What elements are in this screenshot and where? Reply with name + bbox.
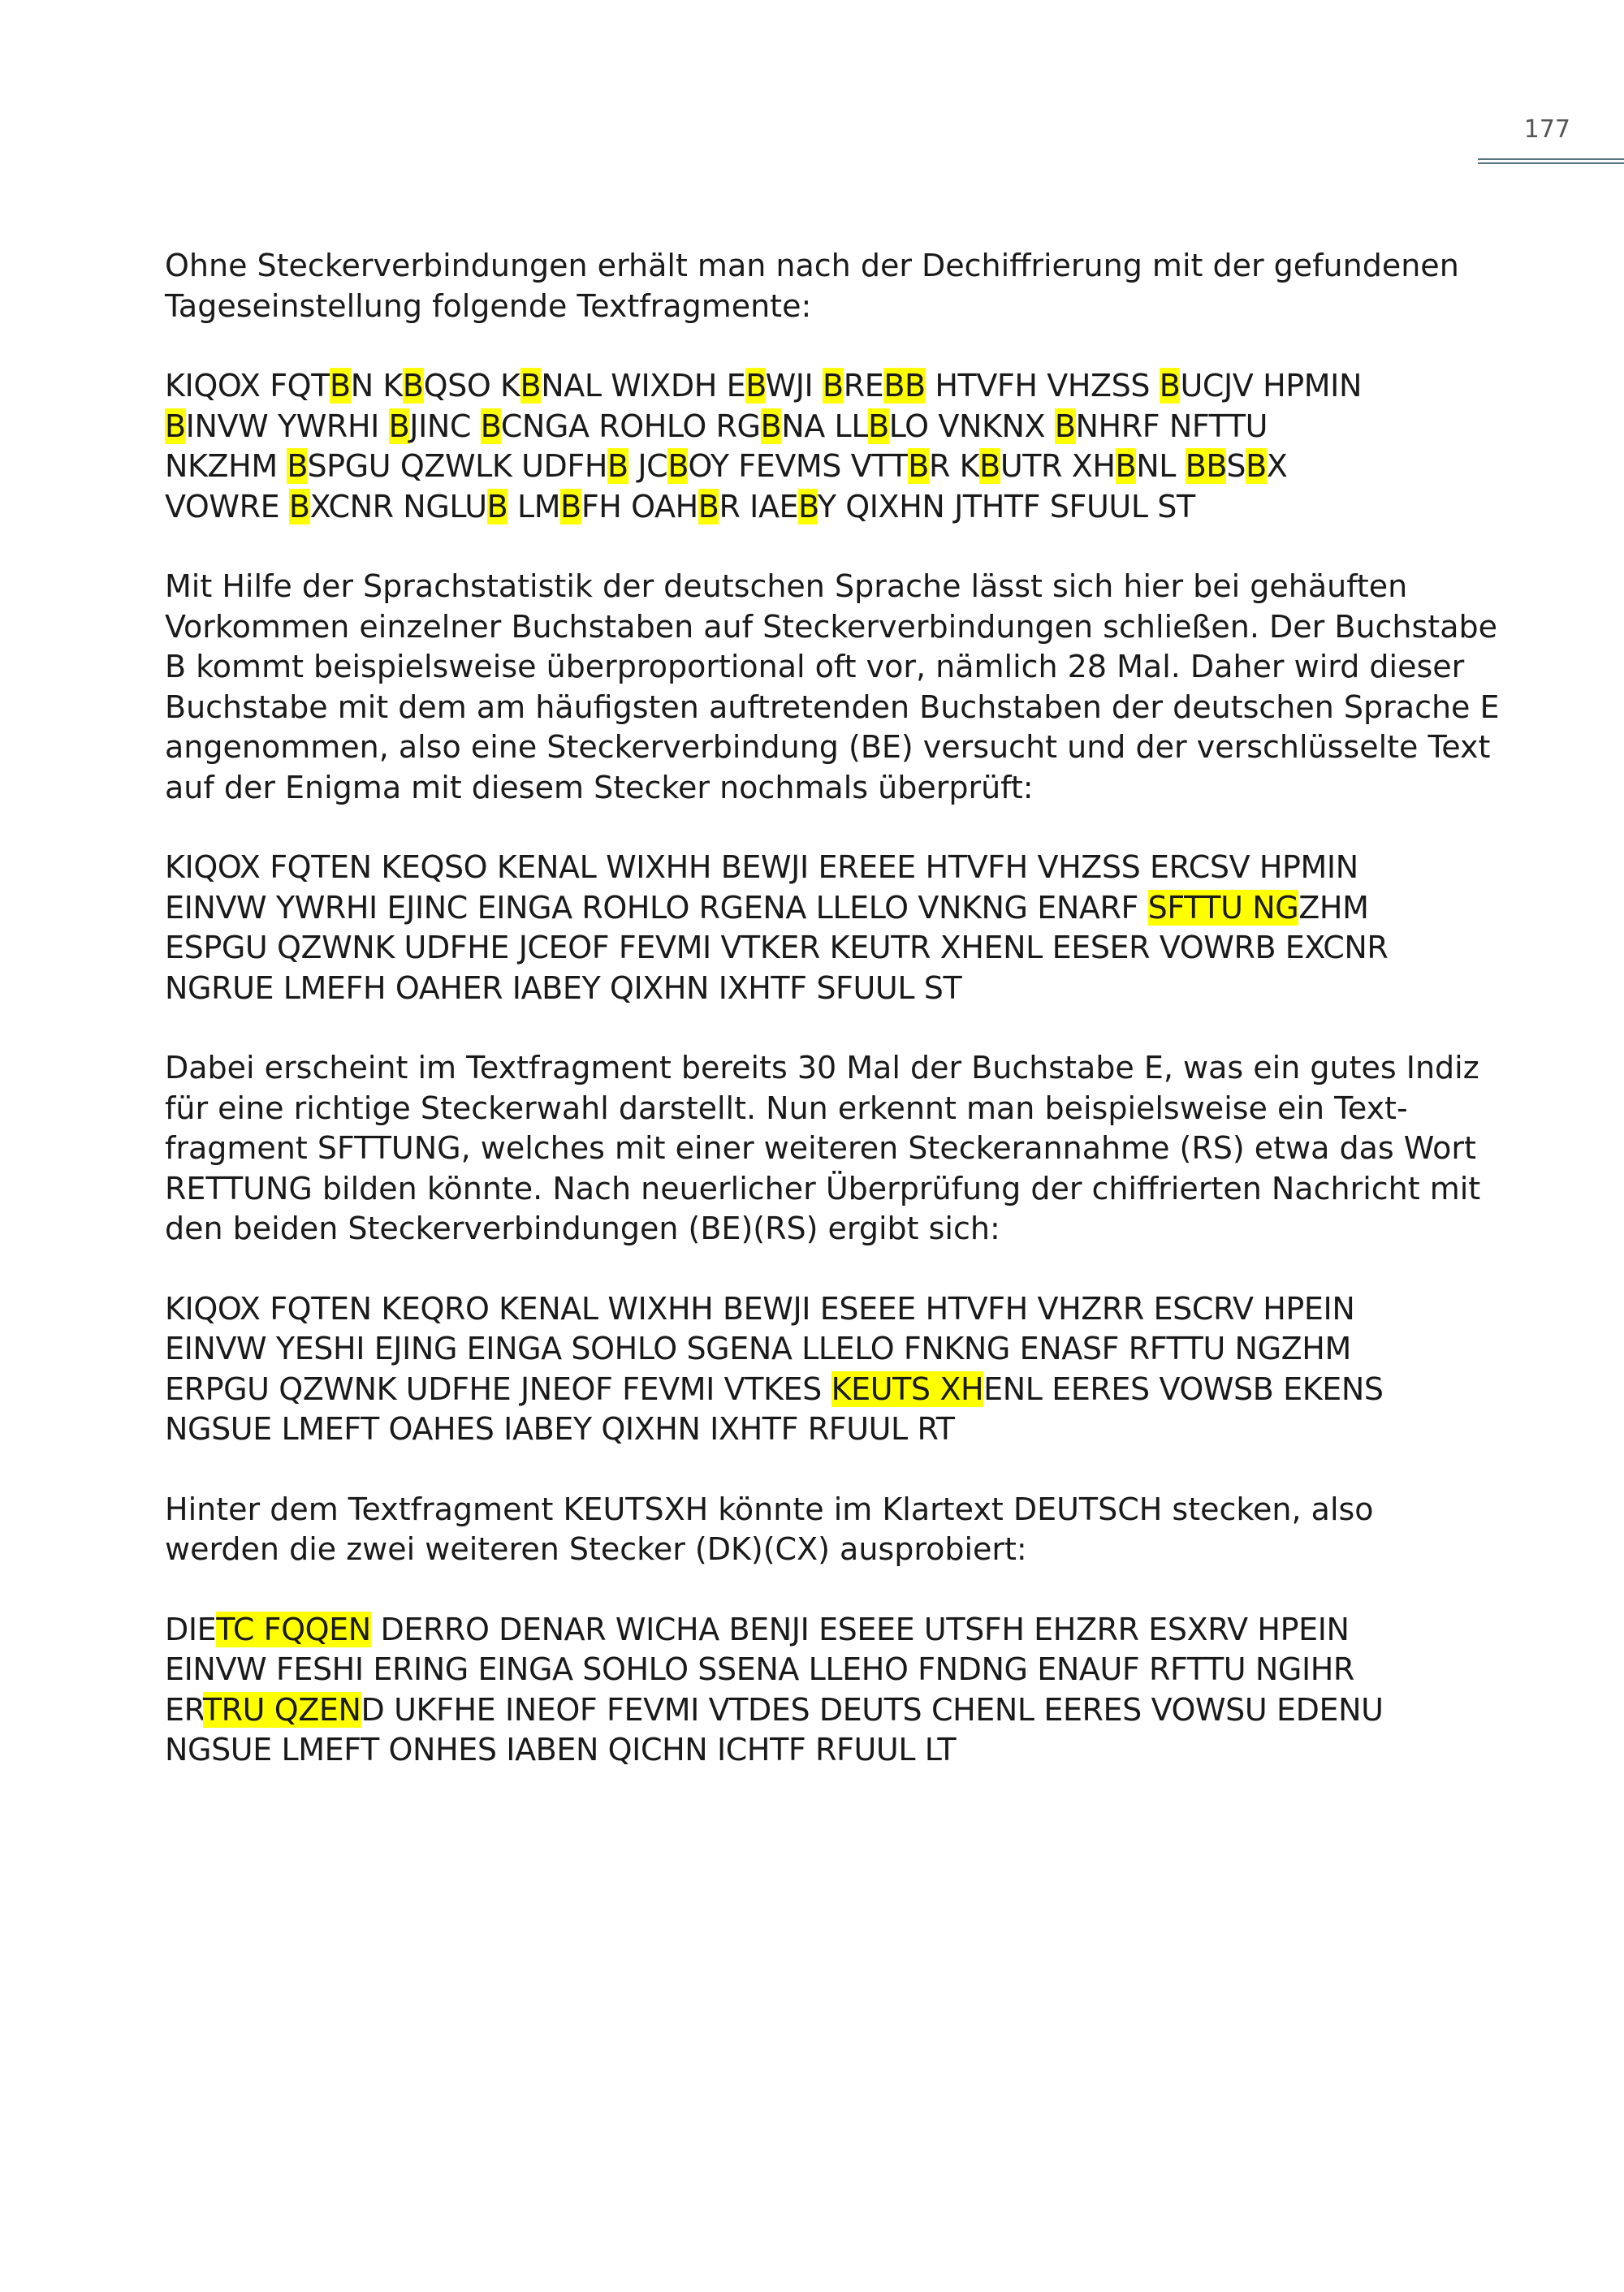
highlighted-fragment: B — [388, 408, 410, 444]
text-segment: NGSUE LMEFT OAHES IABEY QIXHN IXHTF RFUUL RT — [165, 1411, 955, 1447]
text-segment: angenommen, also eine Steckerverbindung (BE) versucht und der verschlüsselte Text — [165, 729, 1491, 765]
highlighted-fragment: B — [288, 488, 310, 524]
text-segment: NKZHM — [165, 448, 287, 484]
text-line — [165, 1129, 1480, 1169]
text-segment: EINVW YWRHI EJINC EINGA ROHLO RGENA LLELO VNKNG ENARF — [165, 889, 1148, 926]
text-segment: für eine richtige Steckerwahl darstellt. Nun erkennt man beispielsweise ein Text- — [165, 1090, 1408, 1126]
text-segment: ENL EERES VOWSB EKENS — [983, 1370, 1384, 1407]
text-line — [165, 1289, 1480, 1330]
text-segment: NAL WIXDH E — [541, 368, 746, 404]
text-segment: KIQOX FQT — [165, 368, 330, 404]
page-body — [165, 246, 1500, 1811]
cipher-text-cipher-1 — [165, 366, 1480, 527]
text-segment: Vorkommen einzelner Buchstaben auf Steckerverbindungen schließen. Der Buchstabe — [165, 608, 1497, 645]
highlighted-fragment: B — [1246, 448, 1267, 484]
text-line — [165, 1048, 1480, 1089]
text-segment: JINC — [409, 408, 481, 444]
text-line — [165, 1409, 1480, 1450]
text-segment: DERRO DENAR WICHA BENJI ESEEE UTSFH EHZRR ESXRV HPEIN — [370, 1611, 1350, 1647]
text-segment: FH OAH — [581, 488, 698, 524]
text-line — [165, 1169, 1480, 1210]
text-line — [165, 1490, 1480, 1530]
text-line — [165, 607, 1497, 648]
text-segment: HTVFH VHZSS — [925, 368, 1160, 404]
text-line — [165, 768, 1480, 809]
text-line — [165, 1329, 1480, 1370]
highlighted-fragment: B — [560, 488, 581, 524]
text-line — [165, 1089, 1480, 1129]
text-segment: B kommt beispielsweise überproportional oft vor, nämlich 28 Mal. Daher wird dieser — [165, 649, 1465, 684]
highlighted-fragment: TRU QZEN — [202, 1691, 361, 1728]
text-segment: Hinter dem Textfragment KEUTSXH könnte im Klartext DEUTSCH stecken, also — [165, 1491, 1374, 1527]
text-segment: fragment SFTTUNG, welches mit einer weiteren Steckerannahme (RS) etwa das Wort — [165, 1130, 1476, 1166]
text-segment: D UKFHE INEOF FEVMI VTDES DEUTS CHENL EERES VOWSU EDENU — [361, 1691, 1384, 1728]
highlighted-fragment: B — [1054, 408, 1076, 444]
text-segment: LM — [508, 488, 561, 524]
text-line — [165, 407, 1480, 447]
text-segment: EINVW FESHI ERING EINGA SOHLO SSENA LLEHO FNDNG ENAUF RFTTU NGIHR — [165, 1651, 1354, 1687]
text-segment: ER — [165, 1691, 203, 1728]
text-line — [165, 1370, 1480, 1410]
text-line — [165, 487, 1480, 528]
highlighted-fragment: B — [607, 448, 628, 484]
highlighted-fragment: B — [165, 408, 186, 444]
highlighted-fragment: B — [868, 408, 889, 444]
text-line — [165, 1209, 1480, 1250]
text-segment: Tageseinstellung folgende Textfragmente: — [165, 287, 812, 324]
highlighted-fragment: BB — [883, 368, 926, 404]
text-line — [165, 287, 1480, 327]
text-segment: NHRF NFTTU — [1075, 408, 1268, 444]
highlighted-fragment: B — [667, 448, 689, 484]
text-segment: S — [1226, 448, 1246, 484]
text-segment: UCJV HPMIN — [1180, 368, 1362, 404]
text-segment: QSO K — [423, 368, 520, 404]
text-line — [165, 1530, 1480, 1570]
text-line — [165, 447, 1480, 487]
highlighted-fragment: B — [520, 368, 542, 404]
text-segment: Mit Hilfe der Sprachstatistik der deutschen Sprache lässt sich hier bei gehäuften — [165, 568, 1408, 604]
paragraph-indicator — [165, 1048, 1480, 1250]
text-segment: WJI — [765, 368, 823, 404]
highlighted-fragment: B — [698, 488, 719, 524]
highlighted-fragment: KEUTS XH — [831, 1370, 984, 1407]
cipher-text-cipher-3 — [165, 1289, 1480, 1450]
text-segment: ERPGU QZWNK UDFHE JNEOF FEVMI VTKES — [165, 1370, 831, 1407]
highlighted-fragment: B — [760, 408, 782, 444]
text-line — [165, 366, 1480, 407]
paragraph-intro — [165, 246, 1480, 326]
text-segment: KIQOX FQTEN KEQRO KENAL WIXHH BEWJI ESEEE HTVFH VHZRR ESCRV HPEIN — [165, 1290, 1355, 1327]
text-line — [165, 688, 1500, 728]
text-segment: KIQOX FQTEN KEQSO KENAL WIXHH BEWJI EREEE HTVFH VHZSS ERCSV HPMIN — [165, 849, 1358, 885]
highlighted-fragment: B — [486, 488, 508, 524]
text-segment: den beiden Steckerverbindungen (BE)(RS) ergibt sich: — [165, 1211, 1000, 1246]
text-segment: INVW YWRHI — [185, 408, 389, 444]
text-line — [165, 1610, 1480, 1651]
text-segment: NGRUE LMEFH OAHER IABEY QIXHN IXHTF SFUUL ST — [165, 969, 962, 1006]
highlighted-fragment: B — [745, 368, 766, 404]
highlighted-fragment: B — [287, 448, 308, 484]
text-segment: X — [1266, 448, 1288, 484]
highlighted-fragment: B — [798, 488, 818, 524]
highlighted-fragment: B — [979, 448, 1000, 484]
text-segment: Ohne Steckerverbindungen erhält man nach der Dechiffrierung mit der gefundenen — [165, 248, 1459, 283]
highlighted-fragment: B — [330, 368, 351, 404]
highlighted-fragment: B — [908, 448, 929, 484]
text-segment: N K — [350, 368, 403, 404]
highlighted-fragment: TC FQQEN — [216, 1611, 371, 1647]
text-segment: NA LL — [781, 408, 869, 444]
paragraph-statistics — [165, 567, 1500, 808]
text-segment: R IAE — [719, 488, 799, 524]
text-segment: Buchstabe mit dem am häufigsten auftretenden Buchstaben der deutschen Sprache E — [165, 688, 1500, 725]
highlighted-fragment: B — [823, 368, 844, 404]
text-segment: NL — [1136, 448, 1186, 484]
text-line — [165, 1690, 1480, 1731]
text-segment: OY FEVMS VTT — [688, 448, 909, 484]
highlighted-fragment: B — [480, 408, 501, 444]
text-segment: Y QIXHN JTHTF SFUUL ST — [817, 488, 1195, 524]
text-line — [165, 848, 1480, 888]
text-segment: XCNR NGLU — [309, 488, 487, 524]
text-segment: UTR XH — [1000, 448, 1116, 484]
cipher-text-cipher-2 — [165, 848, 1480, 1008]
text-segment: ESPGU QZWNK UDFHE JCEOF FEVMI VTKER KEUTR XHENL EESER VOWRB EXCNR — [165, 930, 1389, 965]
text-segment: LO VNKNX — [888, 408, 1055, 444]
text-segment: werden die zwei weiteren Stecker (DK)(CX) ausprobiert: — [165, 1531, 1027, 1567]
text-line — [165, 969, 1480, 1009]
text-segment: RE — [843, 368, 884, 404]
text-line — [165, 888, 1480, 929]
text-line — [165, 567, 1480, 607]
highlighted-fragment: B — [1115, 448, 1137, 484]
text-segment: R K — [928, 448, 980, 484]
text-segment: VOWRE — [165, 488, 289, 524]
text-segment: ZHM — [1298, 889, 1369, 926]
highlighted-fragment: B — [402, 368, 424, 404]
text-line — [165, 928, 1480, 969]
header-rule — [1478, 158, 1624, 166]
text-segment: DIE — [165, 1611, 217, 1647]
text-segment: auf der Enigma mit diesem Stecker nochmals überprüft: — [165, 769, 1034, 805]
text-segment: JC — [628, 448, 668, 484]
text-segment: SPGU QZWLK UDFH — [307, 448, 608, 484]
text-line — [165, 647, 1480, 688]
text-segment: CNGA ROHLO RG — [500, 408, 761, 444]
text-line — [165, 1730, 1480, 1771]
paragraph-deutsch — [165, 1490, 1480, 1570]
page-number: 177 — [1523, 115, 1570, 144]
text-segment: NGSUE LMEFT ONHES IABEN QICHN ICHTF RFUUL LT — [165, 1732, 957, 1768]
highlighted-fragment: BB — [1185, 448, 1227, 484]
text-segment: RETTUNG bilden könnte. Nach neuerlicher Überprüfung der chiffrierten Nachricht mit — [165, 1170, 1481, 1206]
text-line — [165, 1650, 1480, 1690]
highlighted-fragment: SFTTU NG — [1147, 889, 1299, 926]
text-segment: Dabei erscheint im Textfragment bereits 30 Mal der Buchstabe E, was ein gutes Indiz — [165, 1050, 1479, 1086]
text-line — [165, 727, 1491, 768]
cipher-text-cipher-4 — [165, 1610, 1480, 1771]
highlighted-fragment: B — [1159, 368, 1181, 404]
text-line — [165, 246, 1480, 287]
text-segment: EINVW YESHI EJING EINGA SOHLO SGENA LLELO FNKNG ENASF RFTTU NGZHM — [165, 1331, 1351, 1366]
